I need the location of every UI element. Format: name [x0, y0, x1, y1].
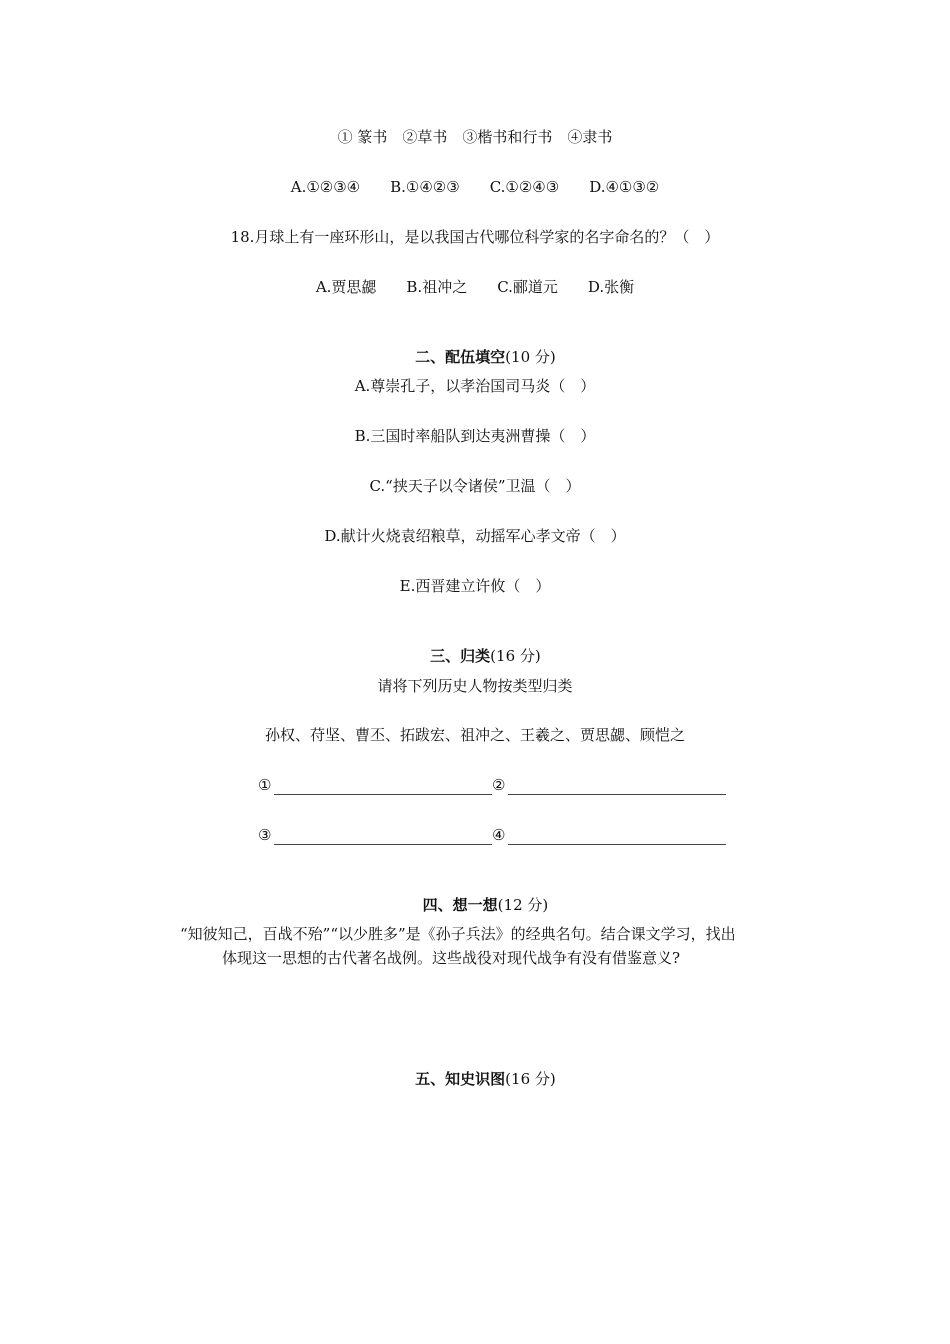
blank-number: ③ [258, 826, 272, 844]
match-item-c: C.“挟天子以令诸侯”卫温（ ） [369, 477, 581, 495]
section3-score: (16 分) [490, 647, 541, 665]
blank-number: ① [258, 776, 272, 794]
blank-row-2 [258, 825, 726, 845]
q17-choices: A.①②③④ B.①④②③ C.①②④③ D.④①③② [290, 178, 660, 196]
section2-score: (10 分) [505, 348, 556, 366]
q17-options-list: ① 篆书 ②草书 ③楷书和行书 ④隶书 [337, 128, 613, 146]
classify-prompt: 请将下列历史人物按类型归类 [377, 677, 573, 695]
match-item-e: E.西晋建立许攸（ ） [399, 577, 551, 595]
section2-title: 二、配伍填空 [415, 348, 506, 366]
answer-blank[interactable] [508, 778, 726, 795]
blank-row-1 [258, 775, 726, 795]
think-question [180, 922, 810, 970]
q18-stem: 18.月球上有一座环形山，是以我国古代哪位科学家的名字命名的？（ ） [230, 228, 720, 246]
section5-score: (16 分) [505, 1070, 556, 1088]
match-item-b: B.三国时率船队到达夷洲曹操（ ） [354, 427, 596, 445]
section5-heading [0, 1049, 950, 1109]
blank-number: ② [492, 776, 506, 794]
section4-score: (12 分) [497, 896, 549, 914]
section5-title: 五、知史识图 [415, 1070, 506, 1088]
answer-blank[interactable] [274, 778, 492, 795]
section3-title: 三、归类 [430, 647, 491, 665]
match-item-d: D.献计火烧袁绍粮草，动摇军心孝文帝（ ） [324, 527, 626, 545]
classify-people: 孙权、苻坚、曹丕、拓跋宏、祖冲之、王羲之、贾思勰、顾恺之 [264, 726, 685, 744]
think-line-2: 体现这一思想的古代著名战例。这些战役对现代战争有没有借鉴意义? [222, 949, 681, 967]
match-item-a: A.尊崇孔子，以孝治国司马炎（ ） [354, 377, 596, 395]
answer-blank[interactable] [274, 828, 492, 845]
answer-blank[interactable] [508, 828, 726, 845]
section4-title: 四、想一想 [422, 896, 498, 914]
think-line-1: “知彼知己，百战不殆”“以少胜多”是《孙子兵法》的经典名句。结合课文学习，找出 [180, 925, 736, 943]
blank-number: ④ [492, 826, 506, 844]
q18-choices: A.贾思勰 B.祖冲之 C.郦道元 D.张衡 [315, 278, 635, 296]
